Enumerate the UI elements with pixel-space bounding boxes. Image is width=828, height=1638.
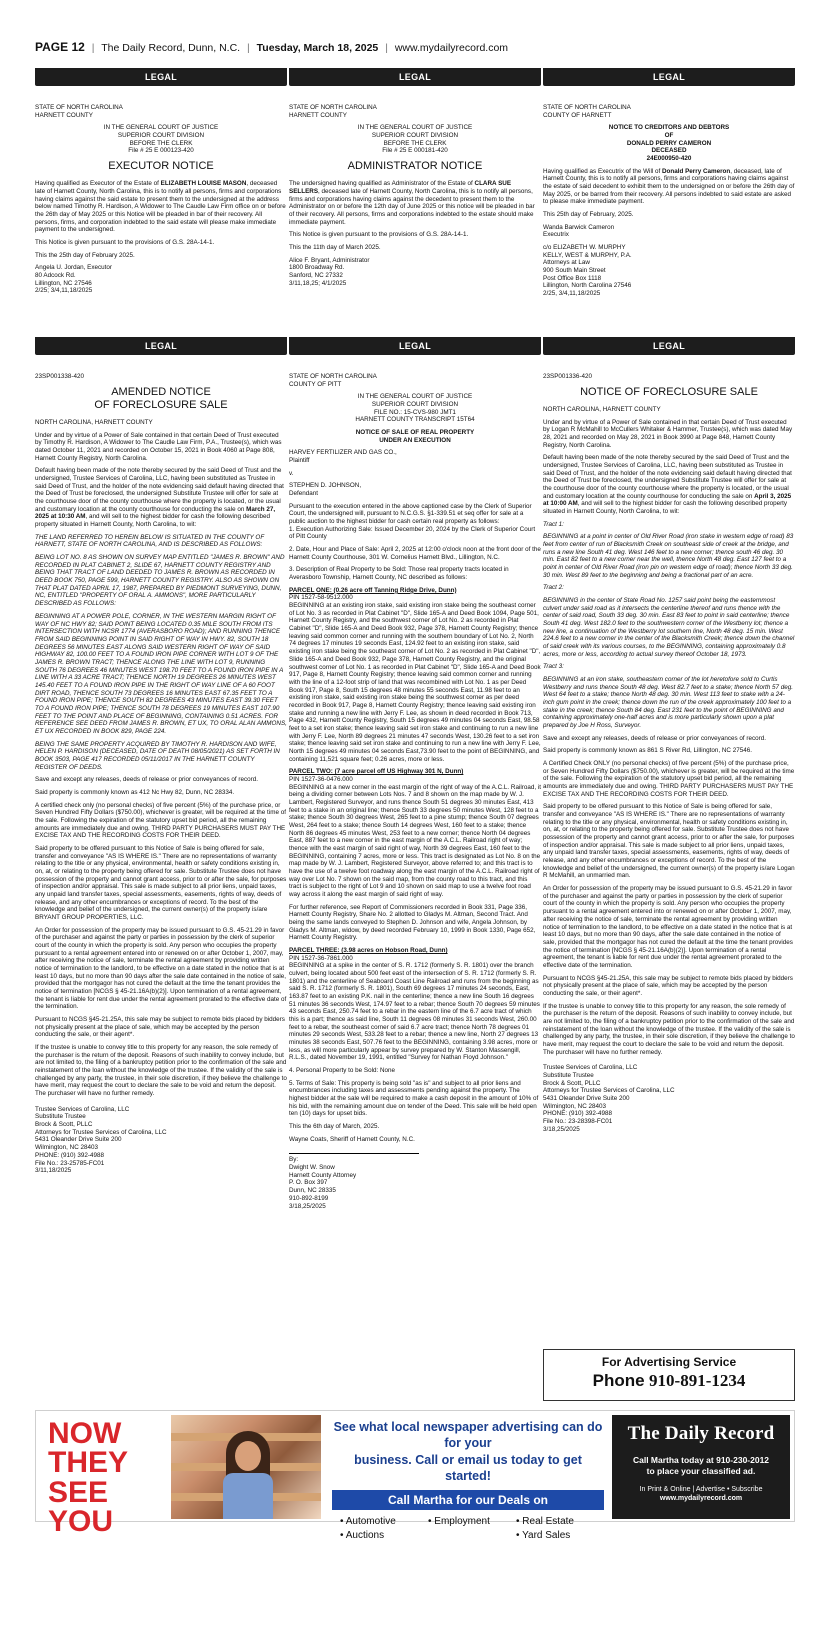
legal-banner-4: LEGAL xyxy=(35,337,287,355)
executor-notice xyxy=(35,104,287,336)
notice-paragraph: This the 6th day of March, 2025. xyxy=(289,1123,380,1131)
classified-promo-ad xyxy=(35,1410,795,1541)
notice-paragraph: If the trustee is unable to convey title to this property for any reason, the sole remedy of the purchaser is the return of the deposit. Reasons of such inability to convey include, but are not limited to, the filing of a bankruptcy petition prior to the confirmation of the sale and reinstatement of the loan without the knowledge of the trustee. If the validity of the sale is challenged by any party, the trustee, in their sole discretion, if they believe the challenge to have merit, may request the court to declare the sale to be void and return the deposit. The purchaser will have no further remedy. xyxy=(35,1044,287,1098)
court-caption: IN THE GENERAL COURT OF JUSTICE SUPERIOR COURT DIVISION BEFORE THE CLERK File # 25 E 000181-420 xyxy=(357,124,473,155)
notice-heading: NOTICE TO CREDITORS AND DEBTORS OF DONALD PERRY CAMERON DECEASED 24E000950-420 xyxy=(608,124,730,163)
county-line: HARNETT COUNTY xyxy=(35,111,93,119)
signature-line xyxy=(289,1148,419,1154)
notice-paragraph: Pursuant to NCGS §45-21.25A, this sale may be subject to remote bids placed by bidders not physically present at the place of sale, which may be accepted by the person conducting the sale, or their agent*. xyxy=(35,1016,285,1039)
notice-paragraph: Said property is commonly known as 412 Nc Hwy 82, Dunn, NC 28334. xyxy=(35,788,235,796)
notice-paragraph: BEING LOT NO. 8 AS SHOWN ON SURVEY MAP ENTITLED "JAMES R. BROWN" AND RECORDED IN PLAT CABINET 2, SLIDE 67, HARNETT COUNTY REGISTRY AND BEING THAT TRACT OF LAND DEEDED TO JAMES R. BROWN AS RECORDED IN DEED BOOK 750, PAGE 599, HARNETT COUNTY REGISTRY. ALSO AS SHOWN ON THAT PLAT DATED APRIL 17, 1987, PREPARED BY PIEDMONT SURVEYING, DUNN, NC, ENTITLED "PROPERTY OF ORAL A. AMMONS", MORE PARTICULARLY DESCRIBED AS FOLLOWS: xyxy=(35,554,285,608)
parcel-two: PARCEL TWO: (7 acre parcel off US Highway 301 N, Dunn) PIN 1527-36-0476.000 BEGINNING at a new corner in the east margin of the right of way of the A.C.L. Railroad, it being a dividing corner between Lots Nos. 7 and 8 shown on the map made by W. J. Lambert, Registered Surveyor, and runs thence South 51 degrees 30 minutes East, 413 feet to a stake in an original line; thence South 33 degrees 50 minutes West, 128 feet to a stake; thence South 30 degrees West, 265 feet to a pine stump; thence South 07 degrees West, 264 feet to a stake; thence South 14 degrees West, 160 feet to a stake; thence North 86 degrees 45 minutes West, 253 feet to a new corner; thence North 04 degrees East, 887 feet to a new corner in the east margin of the A.C.L. Railroad right of way; thence with the east margin of said right of way, North 39 degrees East, 160 feet to the BEGINNING, containing 7 acres, more or less. This tract is designated as Lot No. 8 on the map made by W. J. Lambert, Registered Surveyor, above referred to; and this tract is to have the use of a twelve foot roadway along the east margin of the A.C.L. Railroad right of way over Lot No. 7 shown on the said map, from the county road to this tract, and this tract is subject to the right of Lot 9 and 10 shown on said map to use a twelve foot road way across it along the east margin of said right of way. xyxy=(289,768,541,898)
notice-body: Having qualified as Executrix of the Will of Donald Perry Cameron, deceased, late of Harnett County, this is to notify all persons, firms and corporations having claims against the estate of said decedent to exhibit them to the undersigned on or before the 26th day of May 2025, or be barred from their recovery. All persons indebted to said estate are asked to please make immediate payment. xyxy=(543,167,795,206)
site-link[interactable]: www.mydailyrecord.com xyxy=(394,42,509,54)
county-line: COUNTY OF HARNETT xyxy=(543,111,612,119)
notice-paragraph: Said property to be offered pursuant to this Notice of Sale is being offered for sale, transfer and conveyance "AS IS WHERE IS." There are no representations of warranty relating to the title or any physical, environmental, health or safety conditions existing in, on, at, or relating to the property being offered for sale. Substitute Trustee does not have possession of the property and cannot grant access, prior to or after the sale, for purposes of inspection and/or appraisal. This sale is made subject to all prior liens, unpaid taxes, any unpaid land transfer taxes, special assessments, easements, rights of way, deeds of release, and any other encumbrances or exceptions of record. To the best of the knowledge and belief of the undersigned, the current owner(s) of the property is/are Logan R McMahill, an unmarried man. xyxy=(543,803,795,880)
shopkeeper-photo xyxy=(171,1415,321,1519)
print-online-line: In Print & Online | Advertise • Subscribe www.mydailyrecord.com xyxy=(612,1485,790,1503)
legal-banner-2: LEGAL xyxy=(289,68,541,86)
notice-paragraph: THE LAND REFERRED TO HEREIN BELOW IS SITUATED IN THE COUNTY OF HARNETT, STATE OF NORTH CAROLINA, AND IS DESCRIBED AS FOLLOWS: xyxy=(35,533,265,549)
notice-paragraph: Pursuant to NCGS §45-21.25A, this sale may be subject to remote bids placed by bidders not physically present at the place of sale, which may be accepted by the person conducting the sale, or their agent*. xyxy=(543,974,793,997)
notice-paragraph: 4. Personal Property to be Sold: None xyxy=(289,1067,396,1075)
attorney-signature: By: Dwight W. Snow Harnett County Attorney P. O. Box 397 Dunn, NC 28335 910-892-8199 3/18,25/2025 xyxy=(289,1156,357,1210)
state-line: NORTH CAROLINA, HARNETT COUNTY xyxy=(35,419,153,427)
parcel-three: PARCEL THREE: (3.98 acres on Hobson Road, Dunn) PIN 1527-36-7861.000 BEGINNING at a spike in the center of S. R. 1712 (formerly S. R. 1801) over the branch culvert, being located about 500 feet east of the intersection of S. R. 1712 (formerly S. R. 1801) and the centerline of Seaboard Coast Line Railroad and runs from the beginning as said S. R. 1712 (formerly S. R. 1801), South 69 degrees 17 minutes 24 seconds, East, 163.87 feet to an existing P.K. nail in the centerline; thence a new line South 16 degrees 51 minutes 36 seconds West, 174.97 feet to a rebar; thence South 70 degrees 59 minutes 43 seconds East, 250.74 feet to a rebar in the eastern line of the 6.7 acre tract of which this is a part; thence as said line, South 11 degrees 08 minutes 31 seconds West, 260.00 feet to a rebar, the southeast corner of said 6.7 acre tract; thence North 78 degrees 01 minutes 29 seconds West, 533.28 feet to a rebar; thence a new line, North 27 degrees 13 minutes 38 seconds East, 507.76 feet to the BEGINNING, containing 3.98 acres, more or less, as will more particularly appear by survey prepared by W. Stanton Massengill, R.L.S., dated November 19, 1991, entitled "Survey for Nathan Floyd Johnson." xyxy=(289,947,540,1062)
notice-paragraph: Said property to be offered pursuant to this Notice of Sale is being offered for sale, transfer and conveyance "AS IS WHERE IS." There are no representations of warranty relating to the title or any physical, environmental, health or safety conditions existing in, on, at, or relating to the property being offered for sale. Substitute Trustee does not have possession of the property and cannot grant access, prior to or after the sale, for purposes of inspection and/or appraisal. This sale is made subject to all prior liens, unpaid taxes, any unpaid land transfer taxes, special assessments, easements, rights of way, deeds of release, and any other encumbrances or exceptions of record. To the best of the knowledge and belief of the undersigned, the current owner(s) of the property is/are BRYANT GROUP PROPERTIES, LLC. xyxy=(35,844,287,922)
category-employment: • Employment xyxy=(428,1516,490,1527)
state-line: STATE OF NORTH CAROLINA xyxy=(35,104,123,111)
daily-record-ad xyxy=(612,1415,790,1519)
notice-paragraph: Wayne Coats, Sheriff of Harnett County, N.C. xyxy=(289,1135,415,1143)
masthead: PAGE 12 | The Daily Record, Dunn, N.C. | Tuesday, March 18, 2025 | www.mydailyrecord.com xyxy=(35,40,509,54)
amended-foreclosure-notice xyxy=(35,373,287,1405)
defendant: STEPHEN D. JOHNSON, Defendant xyxy=(289,482,362,498)
notice-signature: Angela U. Jordan, Executor 80 Adcock Rd. Lillington, NC 27546 2/25; 3/4,11,18/2025 xyxy=(35,264,113,295)
state-line: STATE OF NORTH CAROLINA xyxy=(543,104,631,111)
notice-paragraph: Said property is commonly known as 861 S River Rd, Lillington, NC 27546. xyxy=(543,747,752,755)
ad-middle xyxy=(332,1415,604,1541)
parcel-one: PARCEL ONE: (0.26 acre off Tanning Ridge Drive, Dunn) PIN 1527-58-9512.000 BEGINNING at an existing iron stake, said existing iron stake being the southeast corner of Lot No. 3 as recorded in Plat Cabinet "D", Slide 165-A and Deed Book 1094, Page 501, Harnett County Registry, and the southwest corner of Lot No. 2 as recorded in Plat Cabinet "D", Slide 165-A and Deed Book 932, Page 378, Harnett County Registry; thence leaving said common corner and running with the southern boundary of Lot No. 2, North 74 degrees 17 minutes 19 seconds East, 124.92 feet to an existing iron stake, said existing iron stake being the southeast corner of Lot No. 2 as recorded in Plat Cabinet "D", Slide 165-A and Deed Book 932, Page 378, Harnett County Registry, and the original southwest corner of Lot No. 1 as recorded in Plat Cabinet "D", Slide 165-A and Deed Book 917, Page 8, Harnett County Registry; thence leaving said common corner and running with the line of a 12-foot strip of land that was recombined with Lot No. 1 as per Deed Book 917, Page 8, South 15 degrees 48 minutes 55 seconds East, 11.98 feet to an existing iron stake, said existing iron stake being the southwest corner as per deed recorded in Book 917, Page 8, Harnett County Registry; thence leaving said existing iron stake and running a new line with Jerry F. Lee, as shown in deed recorded in Book 713, Page 432, Harnett County Registry, South 15 degrees 49 minutes 04 seconds East, 98.58 feet to a set iron stake; thence leaving said set iron stake and continuing to run a new line with Jerry F. Lee, North 89 degrees 21 minutes 47 seconds West, 130.26 feet to a set iron stake; thence leaving said set iron stake and continuing to run a new line with Jerry F. Lee, North 15 degrees 49 minutes 04 seconds East,73.90 feet to the point of BEGINNING, and containing 11,521 square feet; 0.26 acres, more or less. xyxy=(289,586,541,763)
state-line: STATE OF NORTH CAROLINA xyxy=(289,373,377,380)
issue-date: Tuesday, March 18, 2025 xyxy=(256,42,379,54)
notice-paragraph: BEING THE SAME PROPERTY ACQUIRED BY TIMOTHY R. HARDISON AND WIFE, HELEN P. HARDISON (DECEASED, DATE OF DEATH 08/05/2021) AS SET FORTH IN BOOK 3503, PAGE 417 RECORDED 05/11/2017 IN THE HARNETT COUNTY REGISTER OF DEEDS. xyxy=(35,740,280,771)
case-number: 23SP001338-420 xyxy=(35,373,85,380)
deal-categories xyxy=(332,1516,604,1541)
notice-paragraph: Save and except any releases, deeds of release or prior conveyances of record. xyxy=(543,734,766,742)
attorney-address: c/o ELIZABETH W. MURPHY KELLY, WEST & MURPHY, P.A. Attorneys at Law 900 South Main Street Post Office Box 1118 Lillington, North Carolina 27546 2/25, 3/4,11,18/2025 xyxy=(543,244,632,298)
legal-banner-5: LEGAL xyxy=(289,337,541,355)
category-yard-sales: • Yard Sales xyxy=(516,1530,571,1541)
notice-body: The undersigned having qualified as Administrator of the Estate of CLARA SUE SELLERS, deceased late of Harnett County, North Carolina, this is to notify all persons, firms and corporations having claims against the decedent to present them to the Administrator on or before the 12th day of June 2025 or this notice will be pleaded in bar of their recovery. All persons, firms and corporations indebted to the estate should make immediate payment. xyxy=(289,180,535,226)
notice-paragraph: A certified check only (no personal checks) of five percent (5%) of the purchase price, or Seven Hundred Fifty Dollars ($750.00), whichever is greater, will be required at the time of the sale. Following the expiration of the statutory upset bid period, all the remaining amounts are immediately due and owing. THIRD PARTY PURCHASERS MUST PAY THE EXCISE TAX AND THE RECORDING COSTS FOR THEIR DEED. xyxy=(35,801,286,840)
notice-statute: This Notice is given pursuant to the provisions of G.S. 28A-14-1. xyxy=(289,231,469,239)
tract-description: BEGINNING in the center of State Road No. 1257 said point being the easternmost culvert under said road as it intersects the centerline thereof and runs thence with the center of said road, South 33 deg. 30 min. East 83 feet to point in said centerline; thence South 41 deg. West 182.0 feet to the southwestern corner of the Westberry lot; thence a new line, a continuation of the Westberry lot southern line, North 48 deg. 15 min. West 224.6 feet to a new corner in the center of the Blacksmith Creek; thence down the channel of said creek with its various courses, to the BEGINNING, containing approximately 0.8 acres, more or less, according to actual survey thereof October 18, 1973. xyxy=(543,596,795,658)
notice-body: Having qualified as Executor of the Estate of ELIZABETH LOUISE MASON, deceased late of Harnett County, North Carolina, this is to notify all persons, firms and corporations having claims against the said estate to present them to the undersigned at the address below named Timothy R. Hardison, A Widower to The Caudle Law Firm office on or before the 26th day of May 2025 or this Notice will be pleaded in bar of their recovery. All persons, firms, and corporation indebted to the said estate will please make immediate payment to the undersigned. xyxy=(35,180,286,234)
notice-paragraph: BEGINNING AT A POWER POLE, CORNER, IN THE WESTERN MARGIN RIGHT OF WAY OF NC HWY 82; SAID POINT BEING LOCATED 0.35 MILE SOUTH FROM ITS INTERSECTION WITH NCSR 1774 (AVERASBORO ROAD); AND RUNNING THENCE FROM SAID BEGINNING POINT IN SAID RIGHT OF WAY IN HWY. 82, SOUTH 18 DEGREES 56 MINUTES EAST ALONG SAID WESTERN RIGHT OF WAY OF SAID HIGHWAY 82, 100.00 FEET TO A FOUND IRON PIPE CORNER WITH LOT 9 OF THE JAMES R. BROWN TRACT; THENCE ALONG THE LINE WITH LOT 9, RUNNING SOUTH 76 DEGREES 46 MINUTES WEST 198.70 FEET TO A FOUND IRON PIPE IN A LINE WITH A 33 ACRE TRACT; THENCE NORTH 19 DEGREES 26 MINUTES WEST 145.40 FEET TO A FOUND IRON PIPE IN THE RIGHT OF WAY LINE OF A 60 FOOT DIRT ROAD, THENCE SOUTH 73 DEGREES 16 MINUTES EAST 67.35 FEET TO A FOUND IRON PIPE; THENCE SOUTH 82 DEGREES 43 MINUTES EAST 39.30 FEET TO A FOUND IRON PIPE; THENCE SOUTH 78 DEGREES 19 MINUTES EAST 107.90 FEET TO THE POINT AND PLACE OF BEGINNING, CONTAINING 0.51 ACRES. FOR REFERENCE SEE DEED FROM JAMES R. BROWN, ET UX, TO ORAL ALAN AMMONS, ET UX RECORDED IN BOOK 829, PAGE 224. xyxy=(35,612,287,735)
notice-paragraph: A Certified Check ONLY (no personal checks) of five percent (5%) of the purchase price, or Seven Hundred Fifty Dollars ($750.00), whichever is greater, will be required at the time of the sale. Following the expiration of the statutory upset bid period, all the remaining amounts are immediately due and owing. THIRD PARTY PURCHASERS MUST PAY THE EXCISE TAX AND THE RECORDING COSTS FOR THEIR DEED. xyxy=(543,760,795,798)
page-number: PAGE 12 xyxy=(35,40,85,54)
notice-paragraph: An Order for possession of the property may be issued pursuant to G.S. 45-21.29 in favor of the purchaser and against the party or parties in possession by the clerk of superior court of the county in which the property is sold. Any person who occupies the property pursuant to a rental agreement entered into or renewed on or after October 1, 2007, may, after receiving the notice of sale, terminate the rental agreement by providing written notice of termination to the landlord, to be effective on a date stated in the notice that is at least 10 days, but no more than 90 days after the sale date contained in the notice of sale, provided that the mortgagor has not cured the default at the time the tenant provides the notice of termination [NCGS § 45-21.16A(b)(2)]. Upon termination of a rental agreement, the tenant is liable for rent due under the rental agreement prorated to the effective date of the termination. xyxy=(35,926,287,1011)
legal-banner-6: LEGAL xyxy=(543,337,795,355)
ad-heading: For Advertising Service xyxy=(601,1355,737,1369)
notice-paragraph: Default having been made of the note thereby secured by the said Deed of Trust and the undersigned, Trustee Services of Carolina, LLC, having been substituted as Trustee in said Deed of Trust, and the holder of the note evidencing said default having directed that the Deed of Trust be foreclosed, the undersigned Substitute Trustee will offer for sale at the courthouse door of the county courthouse where the property is located, or the usual and customary location at the county courthouse for conducting the sale on March 27, 2025 at 10:30 AM, and will sell to the highest bidder for cash the following described property situated in Harnett County, North Carolina, to wit: xyxy=(35,467,284,529)
tract-description: BEGINNING at an iron stake, southeastern corner of the lot heretofore sold to Curtis Westberry and runs thence South 48 deg. West 82.7 feet to a stake; thence North 57 deg. West 64 feet to a stake; thence North 48 deg. 30 min. West 113 feet to stake with a 24-inch gum point in the creek; thence down the run of the creek approximately 100 feet to a stake in the creek; thence South 84 deg. East 231 feet to the point of BEGINNING and containing approximately one-half acres and is more particularly shown upon a plat prepared by Joe H Ross, Surveyor. xyxy=(543,676,794,730)
case-number: 23SP001336-420 xyxy=(543,373,593,380)
versus: v. xyxy=(289,469,294,477)
notice-date: This 25th day of February, 2025. xyxy=(543,211,634,219)
ad-phone[interactable]: Phone 910-891-1234 xyxy=(592,1371,746,1390)
paper-name: The Daily Record, Dunn, N.C. xyxy=(101,42,241,54)
category-auctions: • Auctions xyxy=(340,1530,385,1541)
notice-title: ADMINISTRATOR NOTICE xyxy=(347,160,483,173)
notice-date: This the 25th day of February 2025. xyxy=(35,251,135,259)
plaintiff: HARVEY FERTILIZER AND GAS CO., Plaintiff xyxy=(289,449,397,465)
notice-paragraph: For further reference, see Report of Commissioners recorded in Book 331, Page 336, Harnett County Registry, Share No. 2 allotted to Gladys M. Altman, Second Tract. And being the same lands conveyed to Stephen D. Johnson and wife, Angela Johnson, by Gladys M. Altman, widow, by deed recorded February 10, 1999 in Book 1330, Page 652, Harnett County Registry. xyxy=(289,903,536,942)
tract-label: Tract 3: xyxy=(543,663,564,671)
state-line: STATE OF NORTH CAROLINA xyxy=(289,104,377,111)
ad-headline: See what local newspaper advertising can do for your business. Call or email us today to get started! xyxy=(333,1420,603,1483)
court-caption: IN THE GENERAL COURT OF JUSTICE SUPERIOR COURT DIVISION BEFORE THE CLERK File # 25 E 000123-420 xyxy=(103,124,219,155)
execution-sale-notice xyxy=(289,373,541,1405)
creditors-notice xyxy=(543,104,795,336)
county-line: COUNTY OF PITT xyxy=(289,380,342,388)
notice-signature: Wanda Barwick Cameron Executrix xyxy=(543,223,615,239)
notice-paragraph: Under and by virtue of a Power of Sale contained in that certain Deed of Trust executed by Logan R McMahill to McCullers Whitaker & Hammer, Trustee(s), which was dated May 28, 2021 and recorded on May 28, 2021 in Book 3990 at Page 848, Harnett County Registry, North Carolina. xyxy=(543,418,793,449)
state-line: NORTH CAROLINA, HARNETT COUNTY xyxy=(543,405,661,413)
foreclosure-notice xyxy=(543,373,795,1341)
category-automotive: • Automotive xyxy=(340,1516,396,1527)
notice-statute: This Notice is given pursuant to the provisions of G.S. 28A-14-1. xyxy=(35,238,215,246)
court-caption: IN THE GENERAL COURT OF JUSTICE SUPERIOR COURT DIVISION FILE NO.: 15-CVS-980 JMT1 HARNETT COUNTY TRANSCRIPT 15T64 xyxy=(355,393,475,424)
tract-label: Tract 2: xyxy=(543,584,564,592)
notice-paragraph: Default having been made of the note thereby secured by the said Deed of Trust and the undersigned, Trustee Services of Carolina, LLC, having been substituted as Trustee in said Deed of Trust, and the holder of the note evidencing said default having directed that the Deed of Trust be foreclosed, the undersigned Substitute Trustee will offer for sale at the courthouse door of the county courthouse where the property is located, or the usual and customary location at the county courthouse for conducting the sale on April 3, 2025 at 10:00 AM, and will sell to the highest bidder for cash the following described property situated in Harnett County, North Carolina, to wit: xyxy=(543,454,792,515)
website-link[interactable]: www.mydailyrecord.com xyxy=(659,1495,743,1503)
deals-bar: Call Martha for our Deals on xyxy=(332,1490,604,1510)
notice-heading: NOTICE OF SALE OF REAL PROPERTY UNDER AN EXECUTION xyxy=(355,429,475,444)
legal-banner-1: LEGAL xyxy=(35,68,287,86)
tract-label: Tract 1: xyxy=(543,520,564,528)
notice-title: EXECUTOR NOTICE xyxy=(108,160,214,173)
notice-paragraph: Pursuant to the execution entered in the above captioned case by the Clerk of Superior Court, the undersigned will, pursuant to N.C.G.S. §1-339.51 et seq offer for sale at a public auction to the highest bidder for cash certain real property as follows: 1. Execution Authorizing Sale: Issued December 20, 2024 by the Clerk of Superior Court of Pitt County xyxy=(289,502,536,541)
notice-paragraph: 2. Date, Hour and Place of Sale: April 2, 2025 at 12:00 o'clock noon at the front door of the Harnett County Courthouse, 301 W. Cornelius Harnett Blvd., Lillington, N.C. xyxy=(289,546,541,561)
notice-title: AMENDED NOTICE OF FORECLOSURE SALE xyxy=(94,385,228,411)
notice-title: NOTICE OF FORECLOSURE SALE xyxy=(580,385,758,398)
notice-paragraph: Under and by virtue of a Power of Sale contained in that certain Deed of Trust executed by Timothy R. Hardison, A Widower to The Caudle Law Firm, P.A., Trustee(s), which was dated October 11, 2021 and recorded on October 15, 2021 in Book 4060 at Page 808, Harnett County Registry, North Carolina. xyxy=(35,431,282,462)
call-martha: Call Martha today at 910-230-2012 to place your classified ad. xyxy=(632,1455,770,1477)
notice-paragraph: If the trustee is unable to convey title to this property for any reason, the sole remedy of the purchaser is the return of the deposit. Reasons of such inability to convey include, but are not limited to, the filing of a bankruptcy petition prior to the confirmation of the sale and reinstatement of the loan without the knowledge of the trustee. If the validity of the sale is challenged by any party, the trustee, in their sole discretion, if they believe the challenge to have merit, may request the court to declare the sale to be void and return the deposit. The purchaser will have no further remedy. xyxy=(543,1002,795,1056)
tract-description: BEGINNING at a point in center of Old River Road (iron stake in western edge of road) 83 feet from center of run of Blacksmith Creek on southeast side of creek at the bridge, and runs a new line South 41 deg. West 146 feet to a new corner; thence south 46 deg. 30 min. East 82 feet to a new corner near the well, thence North 48 deg. East 127 feet to a point in center of Old River Road (iron pin on western edge of road); thence North 33 deg. 30 min. West 89 feet to the beginning and being a fractional part of an acre. xyxy=(543,533,794,579)
now-they-see-you-text: NOW THEY SEE YOU xyxy=(48,1417,129,1539)
administrator-notice xyxy=(289,104,541,336)
trustee-address: Trustee Services of Carolina, LLC Substitute Trustee Brock & Scott, PLLC Attorneys for Trustee Services of Carolina, LLC 5431 Oleander Drive Suite 200 Wilmington, NC 28403 PHONE: (910) 392-4988 File No.: 23-25785-FC01 3/11,18/2025 xyxy=(35,1105,167,1175)
notice-paragraph: 5. Terms of Sale: This property is being sold "as is" and subject to all prior liens and encumbrances including taxes and assessments pending against the property. The highest bidder at the sale will be required to make a cash deposit in the amount of 10% of his bid, with the remaining amount due on tender of the Deed. This sale will be held open ten (10) days for upset bids. xyxy=(289,1079,539,1118)
legal-banner-3: LEGAL xyxy=(543,68,795,86)
category-real-estate: • Real Estate xyxy=(516,1516,574,1527)
notice-paragraph: An Order for possession of the property may be issued pursuant to G.S. 45-21.29 in favor of the purchaser and against the party or parties in possession by the clerk of superior court of the county in which the property is sold. Any person who occupies the property pursuant to a rental agreement entered into or renewed on or after October 1, 2007, may, after receiving the notice of sale, terminate the rental agreement by providing written notice of termination to the landlord, to be effective on a date stated in the notice that is at least 10 days, but no more than 90 days, after the sale date contained in the notice of sale, provided that the mortgagor has not cured the default at the time the tenant provides the notice of termination [NCGS § 45-21.16A(b)(2)]. Upon termination of a rental agreement, the tenant is liable for rent due under the rental agreement prorated to the effective date of the termination. xyxy=(543,885,793,969)
daily-record-logo: The Daily Record xyxy=(627,1423,775,1444)
notice-signature: Alice F. Bryant, Administrator 1800 Broadway Rd. Sanford, NC 27332 3/11,18,25; 4/1/2025 xyxy=(289,256,370,287)
notice-paragraph: 3. Description of Real Property to be Sold: Those real property tracts located in Averasboro Township, Harnett County, NC described as follows: xyxy=(289,566,509,582)
county-line: HARNETT COUNTY xyxy=(289,111,347,119)
advertising-phone-ad xyxy=(543,1349,795,1401)
notice-date: This the 11th day of March 2025. xyxy=(289,243,381,251)
trustee-address: Trustee Services of Carolina, LLC Substitute Trustee Brock & Scott, PLLC Attorneys for Trustee Services of Carolina, LLC 5431 Oleander Drive Suite 200 Wilmington, NC 28403 PHONE: (910) 392-4988 File No.: 23-28398-FC01 3/18,25/2025 xyxy=(543,1064,675,1133)
notice-paragraph: Save and except any releases, deeds of release or prior conveyances of record. xyxy=(35,776,258,784)
